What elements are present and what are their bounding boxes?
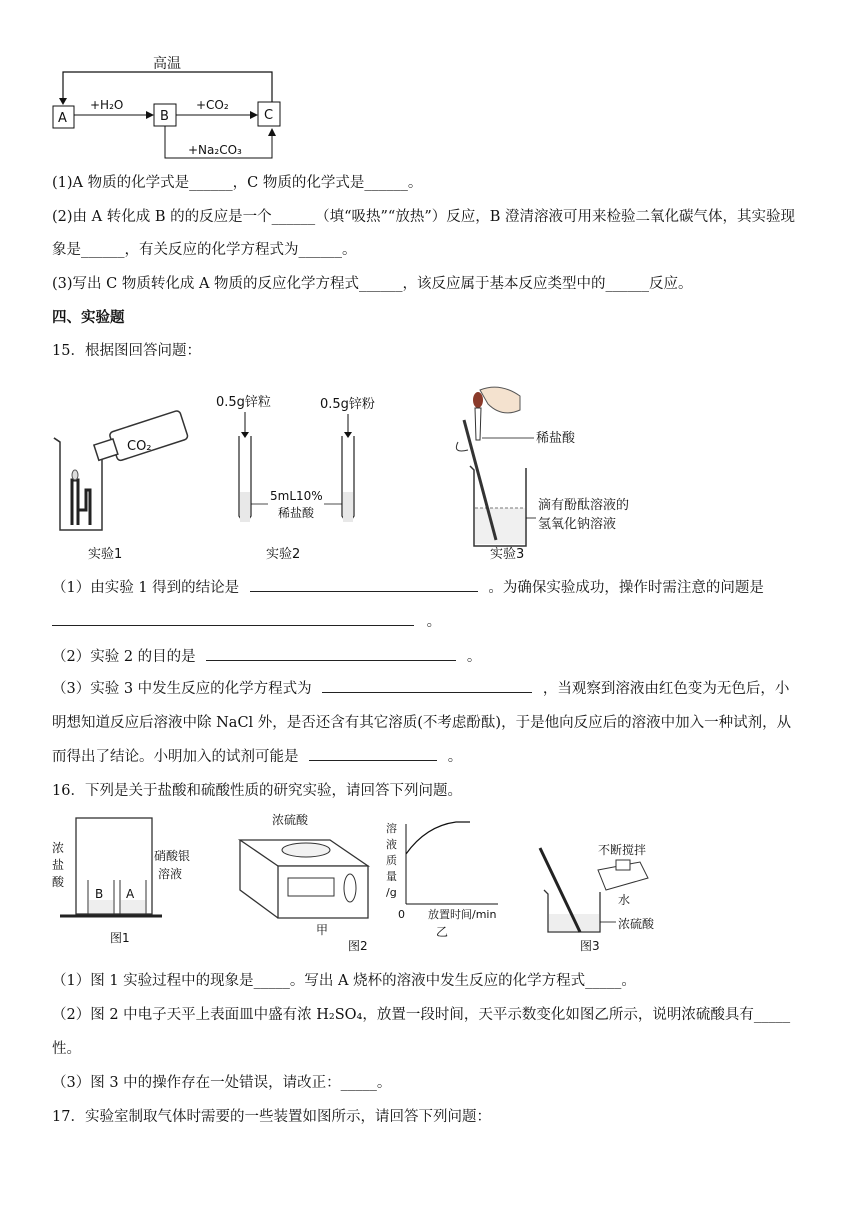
q15-a1-blank[interactable] [250, 577, 478, 592]
hcl-label-3: 酸 [52, 875, 65, 889]
exp3-apparatus [456, 387, 629, 562]
arrow-bc-label: +CO₂ [196, 98, 229, 112]
acid-name-label: 稀盐酸 [278, 506, 315, 520]
q15-a1-blank2[interactable] [52, 611, 414, 626]
q16-figure [50, 808, 710, 958]
stir-label: 不断搅拌 [598, 843, 647, 857]
yaxis-label-2: 液 [386, 838, 397, 851]
beaker-label-2: 氢氧化钠溶液 [538, 517, 617, 532]
section-heading: 四、实验题 [52, 310, 125, 326]
q15-a3-text: （3）实验 3 中发生反应的化学方程式为 [52, 681, 312, 697]
yaxis-label-5: /g [386, 886, 397, 899]
q15-a3-text3: 而得出了结论。小明加入的试剂可能是 [52, 749, 299, 765]
arrow-bc-head [250, 111, 258, 119]
q15-answer3-line [52, 678, 789, 700]
agno3-label-1: 硝酸银 [154, 849, 191, 863]
q17-stem: 17．实验室制取气体时需要的一些装置如图所示，请回答下列问题： [52, 1109, 491, 1125]
arrow-bottom-label: +Na₂CO₃ [188, 143, 242, 157]
beaker-label-1: 滴有酚酞溶液的 [538, 498, 630, 513]
box-b-label: B [160, 109, 169, 124]
beaker-a-label: A [126, 887, 135, 901]
jia-caption: 甲 [316, 923, 329, 937]
arrow-ab-label: +H₂O [90, 98, 124, 112]
q15-answer1-line2 [52, 611, 441, 633]
zinc-powder-label: 0.5g锌粉 [320, 397, 375, 412]
yaxis-label-1: 溶 [386, 822, 397, 835]
yaxis-label-3: 质 [386, 854, 397, 867]
q16-answer2b: 性。 [52, 1041, 81, 1057]
q14-part1: (1)A 物质的化学式是______，C 物质的化学式是______。 [52, 175, 423, 191]
agno3-label-2: 溶液 [158, 867, 183, 881]
bottom-arrow-head [268, 128, 276, 136]
q16-answer1: （1）图 1 实验过程中的现象是_____。写出 A 烧杯的溶液中发生反应的化学方程式_____。 [52, 973, 636, 989]
dropper-label: 稀盐酸 [536, 431, 576, 446]
q16-stem: 16．下列是关于盐酸和硫酸性质的研究实验，请回答下列问题。 [52, 783, 462, 799]
high-temp-label: 高温 [153, 56, 181, 72]
q15-answer3-line2: 明想知道反应后溶液中除 NaCl 外，是否还含有其它溶质(不考虑酚酞)，于是他向反应后的溶液中加入一种试剂，从 [52, 715, 792, 731]
q15-a2-blank[interactable] [206, 646, 456, 661]
mass-curve [406, 822, 470, 854]
graph-yi [386, 821, 498, 939]
conversion-diagram [40, 48, 300, 168]
q14-part3: (3)写出 C 物质转化成 A 物质的反应化学方程式______，该反应属于基本反应类型中的______反应。 [52, 276, 693, 292]
q15-a3-blank2[interactable] [309, 746, 437, 761]
exp3-caption: 实验3 [490, 547, 525, 562]
q15-answer2-line [52, 646, 481, 668]
fig3-caption: 图3 [580, 939, 600, 953]
origin-label: 0 [398, 908, 405, 921]
top-arrow-head [59, 98, 67, 105]
xaxis-label: 放置时间/min [428, 908, 497, 921]
conc-h2so4-label: 浓硫酸 [272, 813, 309, 827]
arrow-ab-head [146, 111, 154, 119]
hcl-label-2: 盐 [52, 858, 65, 872]
box-a-label: A [58, 111, 67, 126]
exp1-apparatus [54, 410, 189, 562]
fig3-h2so4-label: 浓硫酸 [618, 917, 655, 931]
box-c-label: C [264, 108, 274, 123]
yaxis-label-4: 量 [386, 870, 397, 883]
zinc-granule-label: 0.5g锌粒 [216, 395, 271, 410]
co2-label: CO₂ [127, 439, 152, 454]
q15-a1-end: 。 [426, 614, 442, 630]
hcl-label-1: 浓 [52, 841, 65, 855]
exp1-caption: 实验1 [88, 547, 123, 562]
q16-answer3: （3）图 3 中的操作存在一处错误，请改正：_____。 [52, 1075, 392, 1091]
q15-a1-text2: 。为确保实验成功，操作时需注意的问题是 [488, 580, 764, 596]
q15-figure [50, 380, 690, 570]
fig3-apparatus [540, 842, 655, 953]
q15-a2-end: 。 [466, 649, 482, 665]
q15-a3-end: 。 [447, 749, 463, 765]
q15-a2-text: （2）实验 2 的目的是 [52, 649, 196, 665]
yi-caption: 乙 [436, 925, 449, 939]
fig1-caption: 图1 [110, 931, 130, 945]
q15-answer3-line3 [52, 746, 462, 768]
q15-a3-text2: ，当观察到溶液由红色变为无色后，小 [542, 681, 790, 697]
exp2-apparatus [216, 394, 375, 562]
acid-volume-label: 5mL10% [270, 489, 323, 503]
fig2-balance [240, 812, 368, 953]
q15-stem: 15．根据图回答问题： [52, 343, 201, 359]
q14-part2a: (2)由 A 转化成 B 的的反应是一个______（填“吸热”“放热”）反应，B 澄清溶液可用来检验二氧化碳气体，其实验现 [52, 209, 796, 225]
q15-a1-text: （1）由实验 1 得到的结论是 [52, 580, 240, 596]
fig1-apparatus [52, 818, 190, 945]
exp2-caption: 实验2 [266, 547, 301, 562]
beaker-b-label: B [95, 887, 104, 901]
q15-a3-blank[interactable] [322, 678, 532, 693]
fig2-caption: 图2 [348, 939, 368, 953]
water-label: 水 [618, 893, 631, 907]
q14-part2b: 象是______，有关反应的化学方程式为______。 [52, 242, 357, 258]
q16-answer2a: （2）图 2 中电子天平上表面皿中盛有浓 H₂SO₄，放置一段时间，天平示数变化如图乙所示，说明浓硫酸具有_____ [52, 1007, 791, 1023]
q15-answer1-line [52, 577, 764, 599]
